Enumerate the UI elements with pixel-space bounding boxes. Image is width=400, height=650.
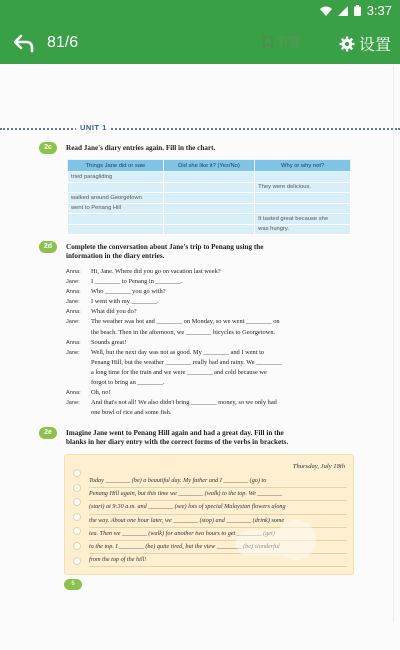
conversation-line [66,297,352,307]
diary-entry [64,454,354,575]
speaker [66,358,91,368]
utterance: Hi, Jane. Where did you go on vacation last week? [91,268,221,275]
diary-text [89,475,347,567]
notebook-hole [73,527,81,535]
chart-cell [163,224,254,235]
conversation [66,267,352,418]
chart-cell: They were delicious. [255,182,351,193]
conversation-line [66,287,352,297]
speaker: Jane: [66,400,80,407]
chart-cell: tried paragliding [68,172,164,183]
bookmark-icon [262,36,274,48]
section-2e-instruction [66,429,358,447]
diary-chart-table [67,159,351,235]
notebook-hole [73,542,81,550]
settings-label: 设置 [359,37,392,54]
diary-line: Today ________ (be) a beautiful day. My father and I ________ (go) to [89,475,347,488]
notebook-hole [73,557,81,565]
settings-button[interactable] [339,32,391,55]
chart-cell [255,172,351,183]
section-2d-instruction [66,243,356,261]
chart-cell [163,203,254,214]
notebook-hole [73,469,81,477]
status-bar [0,0,400,22]
section-2c-instruction: Read Jane's diary entries again. Fill in the chart. [66,144,216,152]
chart-cell: walked around Georgetown [68,193,164,204]
chart-header: Things Jane did or saw [68,160,164,172]
section-badge-2c: 2c [39,142,57,154]
notebook-hole [73,498,81,506]
speaker: Anna: [66,390,81,397]
utterance: the beach. Then in the afternoon, we ________ bicycles to Georgetown. [91,328,276,336]
utterance: The weather was hot and ________ on Monday, so we went ________ on [91,318,280,326]
notebook-hole [73,513,81,521]
speaker: Anna: [66,309,81,316]
conversation-line [66,277,352,287]
utterance: What did you do? [91,308,137,316]
chart-cell [163,193,254,204]
chart-cell: was hungry. [255,224,351,235]
chart-cell: It tasted great because she [255,214,351,225]
speaker: Jane: [66,349,80,356]
diary-line: Penang Hill again, but this time we ________ (walk) to the top. We ________ [89,488,347,501]
utterance: Sounds great! [91,338,127,346]
back-button[interactable] [12,31,36,55]
chart-cell [255,203,351,214]
chart-header-row [68,160,351,172]
instruction-line: information in the diary entries. [66,252,165,260]
speaker [66,378,91,388]
status-time: 3:37 [366,3,392,18]
table-row [68,172,351,183]
bookmark-label: 书签 [276,35,301,49]
section-badge-2d: 2d [39,241,57,253]
diary-line: to the top. I ________ (be) quite tired, but the view ________ (be) wonderful [89,541,347,554]
speaker [66,408,91,418]
conversation-line [66,408,352,418]
utterance: Oh, no! [91,389,111,397]
section-badge-2e: 2e [39,427,57,439]
notebook-hole [73,484,81,492]
chart-cell [163,214,254,225]
speaker [66,328,91,338]
table-row [68,203,351,214]
utterance: Who ________ you go with? [91,288,166,296]
instruction-line: blanks in her diary entry with the correct forms of the verbs in brackets. [66,438,289,446]
utterance: Well, but the next day was not as good. My ________ and I went to [91,348,265,356]
chart-header: Why or why not? [255,160,351,172]
diary-line: tea. Then we ________ (walk) for another two hours to get ________ (get) [89,528,347,541]
conversation-line [66,348,352,358]
conversation-line [66,328,352,338]
speaker: Anna: [66,269,81,275]
chart-cell [68,182,164,193]
utterance: one bowl of rice and some fish. [91,409,172,417]
conversation-line [66,307,352,317]
unit-label: UNIT 1 [76,123,111,132]
conversation-line [66,378,352,388]
wifi-icon [320,6,332,16]
app-bar [0,22,400,64]
diary-line: the way. About one hour later, we ________ (stop) and ________ (drink) some [89,515,347,528]
table-row [68,182,351,193]
diary-date: Thursday, July 18th [292,463,345,470]
chart-header: Did she like it? (Yes/No) [163,160,254,172]
table-row [68,214,351,225]
page-number: 6 [64,579,82,590]
chart-cell: went to Penang Hill [68,203,164,214]
conversation-line [66,388,352,398]
bookmark-button[interactable] [262,33,300,50]
table-row [68,193,351,204]
instruction-line: Complete the conversation about Jane's trip to Penang using the [66,243,264,251]
chart-cell [163,182,254,193]
speaker: Jane: [66,299,80,306]
gear-icon [339,36,355,52]
table-row [68,224,351,235]
conversation-line [66,317,352,327]
utterance: forgot to bring an ________. [91,379,165,387]
utterance: And that's not all! We also didn't bring ________ money, so we only had [91,399,277,407]
conversation-line [66,267,352,277]
utterance: a long time for the train and we were ________ and cold because we [91,368,267,376]
conversation-line [66,338,352,348]
speaker: Jane: [66,319,80,326]
battery-icon [354,5,361,16]
chart-cell [68,224,164,235]
chart-cell [68,214,164,225]
back-arrow-icon [12,31,36,55]
diary-line: (start) at 9:30 a.m. and ________ (see) lots of special Malaysian flowers along [89,501,347,514]
signal-icon [338,6,348,16]
speaker: Jane: [66,279,80,286]
notebook-holes [73,469,81,571]
speaker [66,368,91,378]
utterance: I went with my ________. [91,298,159,306]
chart-cell [163,172,254,183]
speaker: Anna: [66,339,81,346]
utterance: I ________ to Penang in ________. [91,278,183,286]
utterance: Penang Hill, but the weather ________ really bad and rainy. We ________ [91,358,282,366]
chart-cell [255,193,351,204]
conversation-line [66,358,352,368]
page-indicator: 81/6 [47,34,79,51]
conversation-line [66,368,352,378]
unit-divider [0,128,400,130]
instruction-line: Imagine Jane went to Penang Hill again and had a great day. Fill in the [66,429,284,437]
diary-line: from the top of the hill! [89,554,347,567]
conversation-line [66,398,352,408]
speaker: Anna: [66,289,81,296]
status-icons [320,3,392,18]
